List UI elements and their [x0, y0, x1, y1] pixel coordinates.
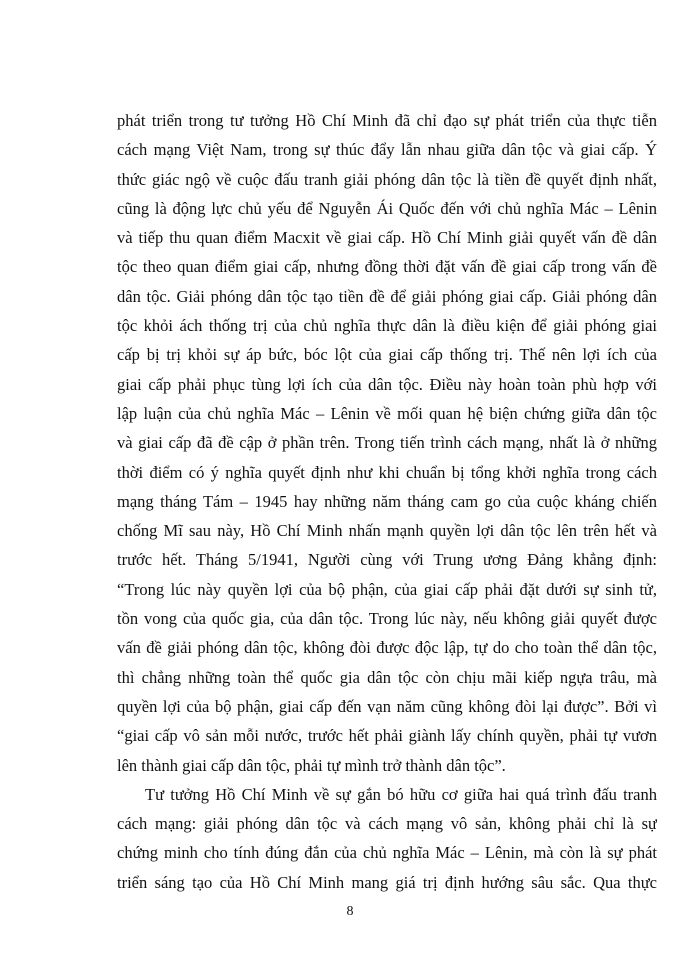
text-line: tộc theo quan điểm giai cấp, nhưng đồng thời đặt vấn đề giai cấp trong vấn đề — [117, 257, 657, 277]
text-line: và giai cấp đã đề cập ở phần trên. Trong tiến trình cách mạng, nhất là ở những — [117, 433, 657, 453]
text-line: “Trong lúc này quyền lợi của bộ phận, của giai cấp phải đặt dưới sự sinh tử, — [117, 579, 657, 599]
text-line: trước hết. Tháng 5/1941, Người cùng với Trung ương Đảng khẳng định: — [117, 550, 657, 570]
text-line: tồn vong của quốc gia, của dân tộc. Trong lúc này, nếu không giải quyết được — [117, 609, 657, 629]
text-line: cấp bị trị khỏi sự áp bức, bóc lột của giai cấp thống trị. Thế nên lợi ích của — [117, 345, 657, 365]
text-line: dân tộc. Giải phóng dân tộc tạo tiền đề để giải phóng giai cấp. Giải phóng dân — [117, 286, 657, 306]
text-line: giai cấp phải phục tùng lợi ích của dân tộc. Điều này hoàn toàn phù hợp với — [117, 374, 657, 394]
body-text — [117, 106, 657, 897]
text-line: mạng tháng Tám – 1945 hay những năm tháng cam go của cuộc kháng chiến — [117, 491, 657, 511]
text-line: chứng minh cho tính đúng đắn của chủ nghĩa Mác – Lênin, mà còn là sự phát — [117, 843, 657, 863]
text-line: “giai cấp vô sản mỗi nước, trước hết phải giành lấy chính quyền, phải tự vươn — [117, 726, 657, 746]
paragraph — [117, 780, 657, 897]
text-line: lập luận của chủ nghĩa Mác – Lênin về mối quan hệ biện chứng giữa dân tộc — [117, 403, 657, 423]
text-line: thì chẳng những toàn thể quốc gia dân tộc còn chịu mãi kiếp ngựa trâu, mà — [117, 667, 657, 687]
text-line: tộc khỏi ách thống trị của chủ nghĩa thực dân là điều kiện để giải phóng giai — [117, 316, 657, 336]
text-line: triển sáng tạo của Hồ Chí Minh mang giá trị định hướng sâu sắc. Qua thực — [117, 872, 657, 892]
text-line: và tiếp thu quan điểm Macxit về giai cấp. Hồ Chí Minh giải quyết vấn đề dân — [117, 228, 657, 248]
text-line: thức giác ngộ về cuộc đấu tranh giải phóng dân tộc là tiền đề quyết định nhất, — [117, 169, 657, 189]
page-number: 8 — [346, 904, 354, 919]
text-line: cũng là động lực chủ yếu để Nguyễn Ái Quốc đến với chủ nghĩa Mác – Lênin — [117, 198, 657, 218]
text-line: phát triển trong tư tưởng Hồ Chí Minh đã chỉ đạo sự phát triển của thực tiễn — [117, 111, 657, 130]
paragraph — [117, 106, 657, 780]
text-line: chống Mĩ sau này, Hồ Chí Minh nhấn mạnh quyền lợi dân tộc lên trên hết và — [117, 521, 657, 541]
text-line: Tư tưởng Hồ Chí Minh về sự gắn bó hữu cơ giữa hai quá trình đấu tranh — [145, 784, 657, 804]
text-line: cách mạng Việt Nam, trong sự thúc đẩy lẫn nhau giữa dân tộc và giai cấp. Ý — [117, 140, 657, 160]
text-line: lên thành giai cấp dân tộc, phải tự mình trở thành dân tộc”. — [117, 755, 506, 775]
text-line: thời điểm có ý nghĩa quyết định như khi chuẩn bị tổng khởi nghĩa trong cách — [117, 462, 657, 482]
text-line: cách mạng: giải phóng dân tộc và cách mạng vô sản, không phải chỉ là sự — [117, 814, 657, 834]
text-line: vấn đề giải phóng dân tộc, không đòi được độc lập, tự do cho toàn thể dân tộc, — [117, 638, 657, 658]
text-line: quyền lợi của bộ phận, giai cấp đến vạn năm cũng không đòi lại được”. Bởi vì — [117, 696, 657, 716]
